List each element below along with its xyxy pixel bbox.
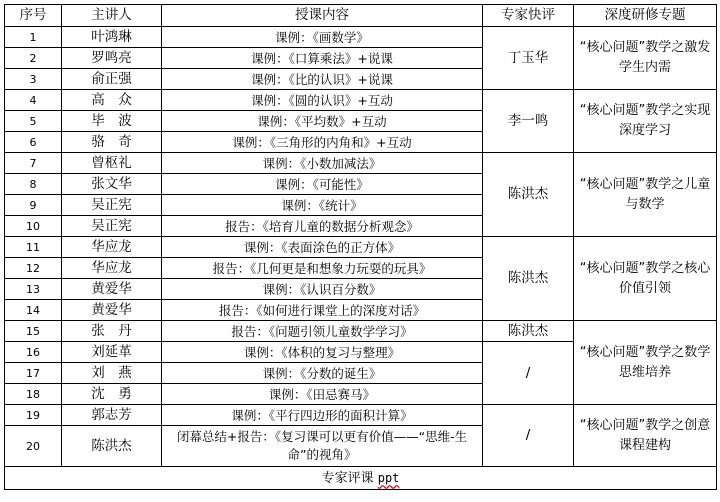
lecture-content: 课例：《认识百分数》: [162, 279, 483, 300]
lecture-content: 课例：《可能性》: [162, 174, 483, 195]
lecture-content: 报告：《问题引领儿童数学学习》: [162, 321, 483, 342]
expert-reviewer: /: [483, 405, 574, 467]
research-topic: “核心问题”教学之数学思维培养: [574, 321, 717, 405]
row-number: 16: [5, 342, 62, 363]
speaker-name: 高 众: [62, 90, 162, 111]
lecture-content: 课例：《统计》: [162, 195, 483, 216]
row-number: 18: [5, 384, 62, 405]
lecture-content: 课例：《小数加减法》: [162, 153, 483, 174]
row-number: 1: [5, 27, 62, 48]
speaker-name: 华应龙: [62, 258, 162, 279]
speaker-name: 叶鸿琳: [62, 27, 162, 48]
lecture-content: 课例：《圆的认识》+互动: [162, 90, 483, 111]
expert-reviewer: /: [483, 342, 574, 405]
table-row: [5, 27, 717, 48]
header-topic: 深度研修专题: [574, 5, 717, 27]
speaker-name: 刘 燕: [62, 363, 162, 384]
research-topic: “核心问题”教学之核心价值引领: [574, 237, 717, 321]
row-number: 9: [5, 195, 62, 216]
table-row: [5, 405, 717, 426]
row-number: 5: [5, 111, 62, 132]
schedule-table: [4, 4, 717, 490]
speaker-name: 骆 奇: [62, 132, 162, 153]
row-number: 8: [5, 174, 62, 195]
research-topic: “核心问题”教学之激发学生内需: [574, 27, 717, 90]
footer-ppt-text: ppt: [377, 470, 400, 485]
row-number: 2: [5, 48, 62, 69]
row-number: 19: [5, 405, 62, 426]
lecture-content: 课例：《表面涂色的正方体》: [162, 237, 483, 258]
row-number: 4: [5, 90, 62, 111]
table-row: [5, 237, 717, 258]
expert-reviewer: 丁玉华: [483, 27, 574, 90]
row-number: 10: [5, 216, 62, 237]
footer-cell: [5, 467, 717, 490]
speaker-name: 毕 波: [62, 111, 162, 132]
footer-row: [5, 467, 717, 490]
row-number: 14: [5, 300, 62, 321]
research-topic: “核心问题”教学之创意课程建构: [574, 405, 717, 467]
expert-reviewer: 李一鸣: [483, 90, 574, 153]
row-number: 3: [5, 69, 62, 90]
speaker-name: 陈洪杰: [62, 426, 162, 467]
footer-label: 专家评课: [321, 470, 378, 486]
speaker-name: 沈 勇: [62, 384, 162, 405]
row-number: 12: [5, 258, 62, 279]
speaker-name: 郭志芳: [62, 405, 162, 426]
header-expert: 专家快评: [483, 5, 574, 27]
table-row: [5, 321, 717, 342]
header-content: 授课内容: [162, 5, 483, 27]
speaker-name: 吴正宪: [62, 216, 162, 237]
lecture-content: 课例：《田忌赛马》: [162, 384, 483, 405]
speaker-name: 吴正宪: [62, 195, 162, 216]
row-number: 15: [5, 321, 62, 342]
speaker-name: 罗鸣亮: [62, 48, 162, 69]
header-no: 序号: [5, 5, 62, 27]
speaker-name: 华应龙: [62, 237, 162, 258]
speaker-name: 黄爱华: [62, 300, 162, 321]
lecture-content: 课例：《画数学》: [162, 27, 483, 48]
research-topic: “核心问题”教学之实现深度学习: [574, 90, 717, 153]
table-row: [5, 90, 717, 111]
row-number: 7: [5, 153, 62, 174]
row-number: 11: [5, 237, 62, 258]
speaker-name: 黄爱华: [62, 279, 162, 300]
speaker-name: 曾枢礼: [62, 153, 162, 174]
expert-reviewer: 陈洪杰: [483, 321, 574, 342]
speaker-name: 俞正强: [62, 69, 162, 90]
lecture-content: 课例：《比的认识》+说课: [162, 69, 483, 90]
row-number: 6: [5, 132, 62, 153]
row-number: 13: [5, 279, 62, 300]
row-number: 17: [5, 363, 62, 384]
table-row: [5, 153, 717, 174]
lecture-content: 报告：《如何进行课堂上的深度对话》: [162, 300, 483, 321]
lecture-content: 报告：《培育儿童的数据分析观念》: [162, 216, 483, 237]
lecture-content: 课例：《口算乘法》+说课: [162, 48, 483, 69]
speaker-name: 张文华: [62, 174, 162, 195]
expert-reviewer: 陈洪杰: [483, 237, 574, 321]
research-topic: “核心问题”教学之儿童与数学: [574, 153, 717, 237]
speaker-name: 刘延革: [62, 342, 162, 363]
lecture-content: 课例：《分数的诞生》: [162, 363, 483, 384]
header-speaker: 主讲人: [62, 5, 162, 27]
lecture-content: 课例：《平行四边形的面积计算》: [162, 405, 483, 426]
lecture-content: 报告：《几何更是和想象力玩耍的玩具》: [162, 258, 483, 279]
expert-reviewer: 陈洪杰: [483, 153, 574, 237]
lecture-content: 课例：《体积的复习与整理》: [162, 342, 483, 363]
lecture-content: 课例：《平均数》+互动: [162, 111, 483, 132]
speaker-name: 张 丹: [62, 321, 162, 342]
lecture-content: 课例：《三角形的内角和》+互动: [162, 132, 483, 153]
header-row: [5, 5, 717, 27]
row-number: 20: [5, 426, 62, 467]
lecture-content: 闭幕总结+报告：《复习课可以更有价值——“思维-生命”的视角》: [162, 426, 483, 467]
